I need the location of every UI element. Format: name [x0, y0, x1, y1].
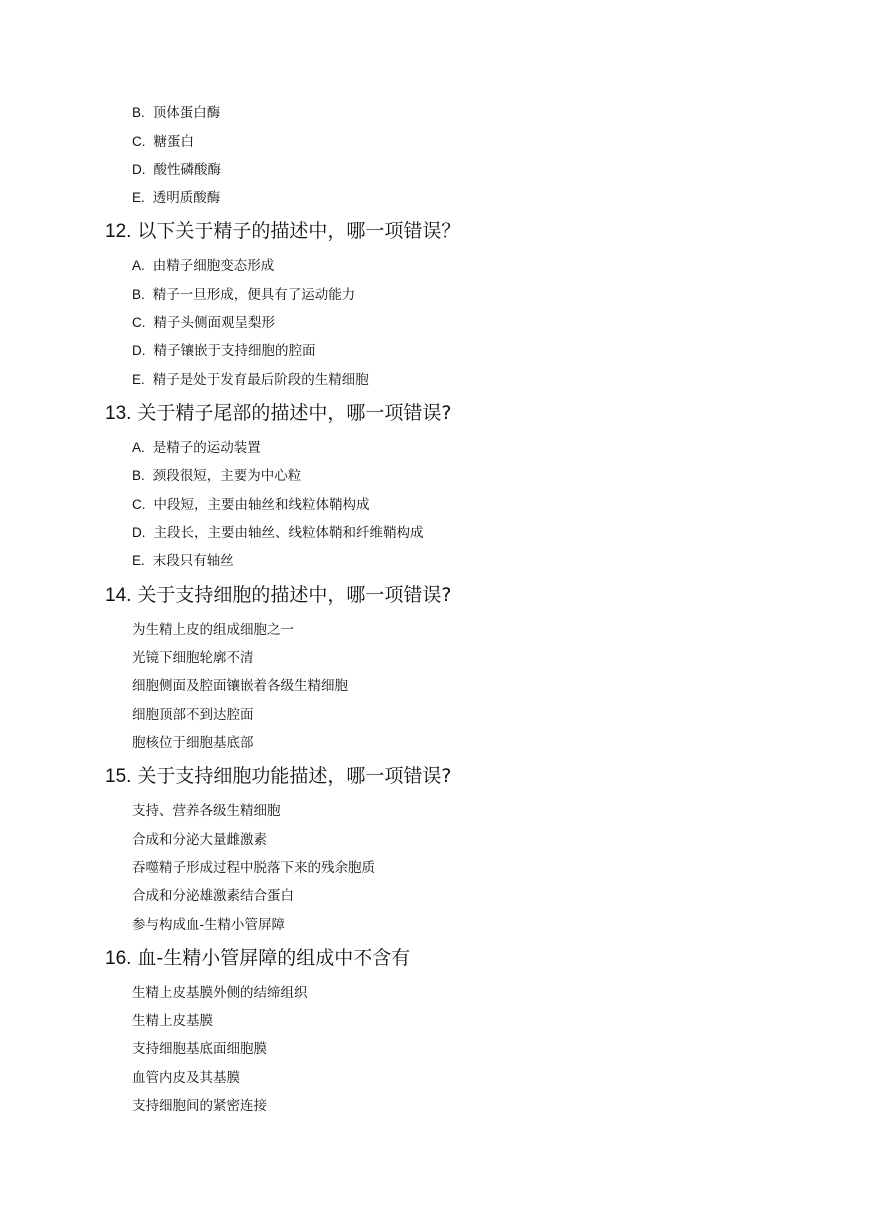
option-item [132, 189, 220, 207]
option-item [132, 802, 281, 820]
option-item [132, 286, 355, 304]
option-item [132, 1069, 240, 1087]
option-text: 血管内皮及其基膜 [132, 1070, 240, 1086]
option-text: 光镜下细胞轮廓不清 [132, 650, 254, 666]
option-item [132, 831, 267, 849]
option-text: 参与构成血-生精小管屏障 [132, 917, 286, 933]
option-letter: E. [132, 190, 145, 205]
option-item [132, 887, 294, 905]
question-heading [105, 400, 452, 427]
option-item [132, 552, 234, 570]
option-text: 细胞顶部不到达腔面 [132, 707, 254, 723]
option-text: 胞核位于细胞基底部 [132, 735, 254, 751]
option-item [132, 371, 369, 389]
option-item [132, 104, 220, 122]
option-text: 透明质酸酶 [152, 190, 221, 206]
option-text: 支持、营养各级生精细胞 [132, 803, 281, 819]
option-item [132, 524, 424, 542]
question-heading [105, 582, 452, 609]
option-text: 顶体蛋白酶 [152, 105, 221, 121]
option-letter: C. [132, 497, 146, 512]
option-text: 生精上皮基膜 [132, 1013, 213, 1029]
option-text: 精子头侧面观呈梨形 [153, 315, 275, 331]
option-letter: B. [132, 468, 145, 483]
option-letter: D. [132, 525, 146, 540]
option-text: 是精子的运动装置 [152, 440, 261, 456]
option-letter: C. [132, 134, 146, 149]
option-item [132, 342, 316, 360]
option-text: 由精子细胞变态形成 [152, 258, 275, 274]
option-item [132, 706, 254, 724]
question-number: 14. [105, 585, 132, 606]
option-item [132, 1040, 267, 1058]
question-number: 15. [105, 766, 132, 787]
option-text: 支持细胞基底面细胞膜 [132, 1041, 267, 1057]
question-heading [105, 945, 410, 972]
option-text: 中段短，主要由轴丝和线粒体鞘构成 [153, 497, 370, 513]
question-heading [105, 763, 452, 790]
option-letter: B. [132, 287, 145, 302]
option-item [132, 439, 261, 457]
option-item [132, 1097, 267, 1115]
option-text: 主段长，主要由轴丝、线粒体鞘和纤维鞘构成 [153, 525, 424, 541]
option-letter: C. [132, 315, 146, 330]
question-text: 血-生精小管屏障的组成中不含有 [137, 947, 411, 969]
option-text: 支持细胞间的紧密连接 [132, 1098, 267, 1114]
option-item [132, 916, 285, 934]
option-letter: A. [132, 258, 145, 273]
option-item [132, 859, 375, 877]
option-item [132, 734, 254, 752]
option-text: 酸性磷酸酶 [153, 162, 221, 178]
question-number: 16. [105, 948, 132, 969]
option-letter: E. [132, 553, 145, 568]
option-item [132, 1012, 213, 1030]
option-item [132, 161, 221, 179]
option-text: 细胞侧面及腔面镶嵌着各级生精细胞 [132, 678, 348, 694]
option-item [132, 314, 275, 332]
option-text: 生精上皮基膜外侧的结缔组织 [132, 985, 308, 1001]
question-number: 13. [105, 403, 132, 424]
option-text: 精子一旦形成，便具有了运动能力 [152, 287, 356, 303]
option-item [132, 677, 348, 695]
option-letter: D. [132, 343, 146, 358]
question-text: 关于支持细胞功能描述，哪一项错误? [137, 765, 452, 787]
option-text: 为生精上皮的组成细胞之一 [132, 622, 294, 638]
option-text: 颈段很短，主要为中心粒 [152, 468, 302, 484]
option-item [132, 133, 194, 151]
question-text: 关于精子尾部的描述中，哪一项错误? [137, 402, 452, 424]
question-text: 以下关于精子的描述中，哪一项错误？ [137, 220, 461, 242]
option-letter: E. [132, 372, 145, 387]
option-item [132, 621, 294, 639]
option-text: 糖蛋白 [153, 134, 194, 150]
option-letter: B. [132, 105, 145, 120]
option-text: 吞噬精子形成过程中脱落下来的残余胞质 [132, 860, 375, 876]
question-heading [105, 218, 460, 245]
option-text: 精子是处于发育最后阶段的生精细胞 [152, 372, 369, 388]
option-letter: D. [132, 162, 146, 177]
question-text: 关于支持细胞的描述中，哪一项错误? [137, 584, 452, 606]
option-item [132, 496, 370, 514]
option-text: 精子镶嵌于支持细胞的腔面 [153, 343, 316, 359]
option-text: 合成和分泌雄激素结合蛋白 [132, 888, 294, 904]
question-number: 12. [105, 221, 132, 242]
option-letter: A. [132, 440, 145, 455]
option-item [132, 984, 308, 1002]
option-item [132, 467, 301, 485]
option-item [132, 257, 274, 275]
option-text: 末段只有轴丝 [152, 553, 234, 569]
option-item [132, 649, 254, 667]
option-text: 合成和分泌大量雌激素 [132, 832, 267, 848]
